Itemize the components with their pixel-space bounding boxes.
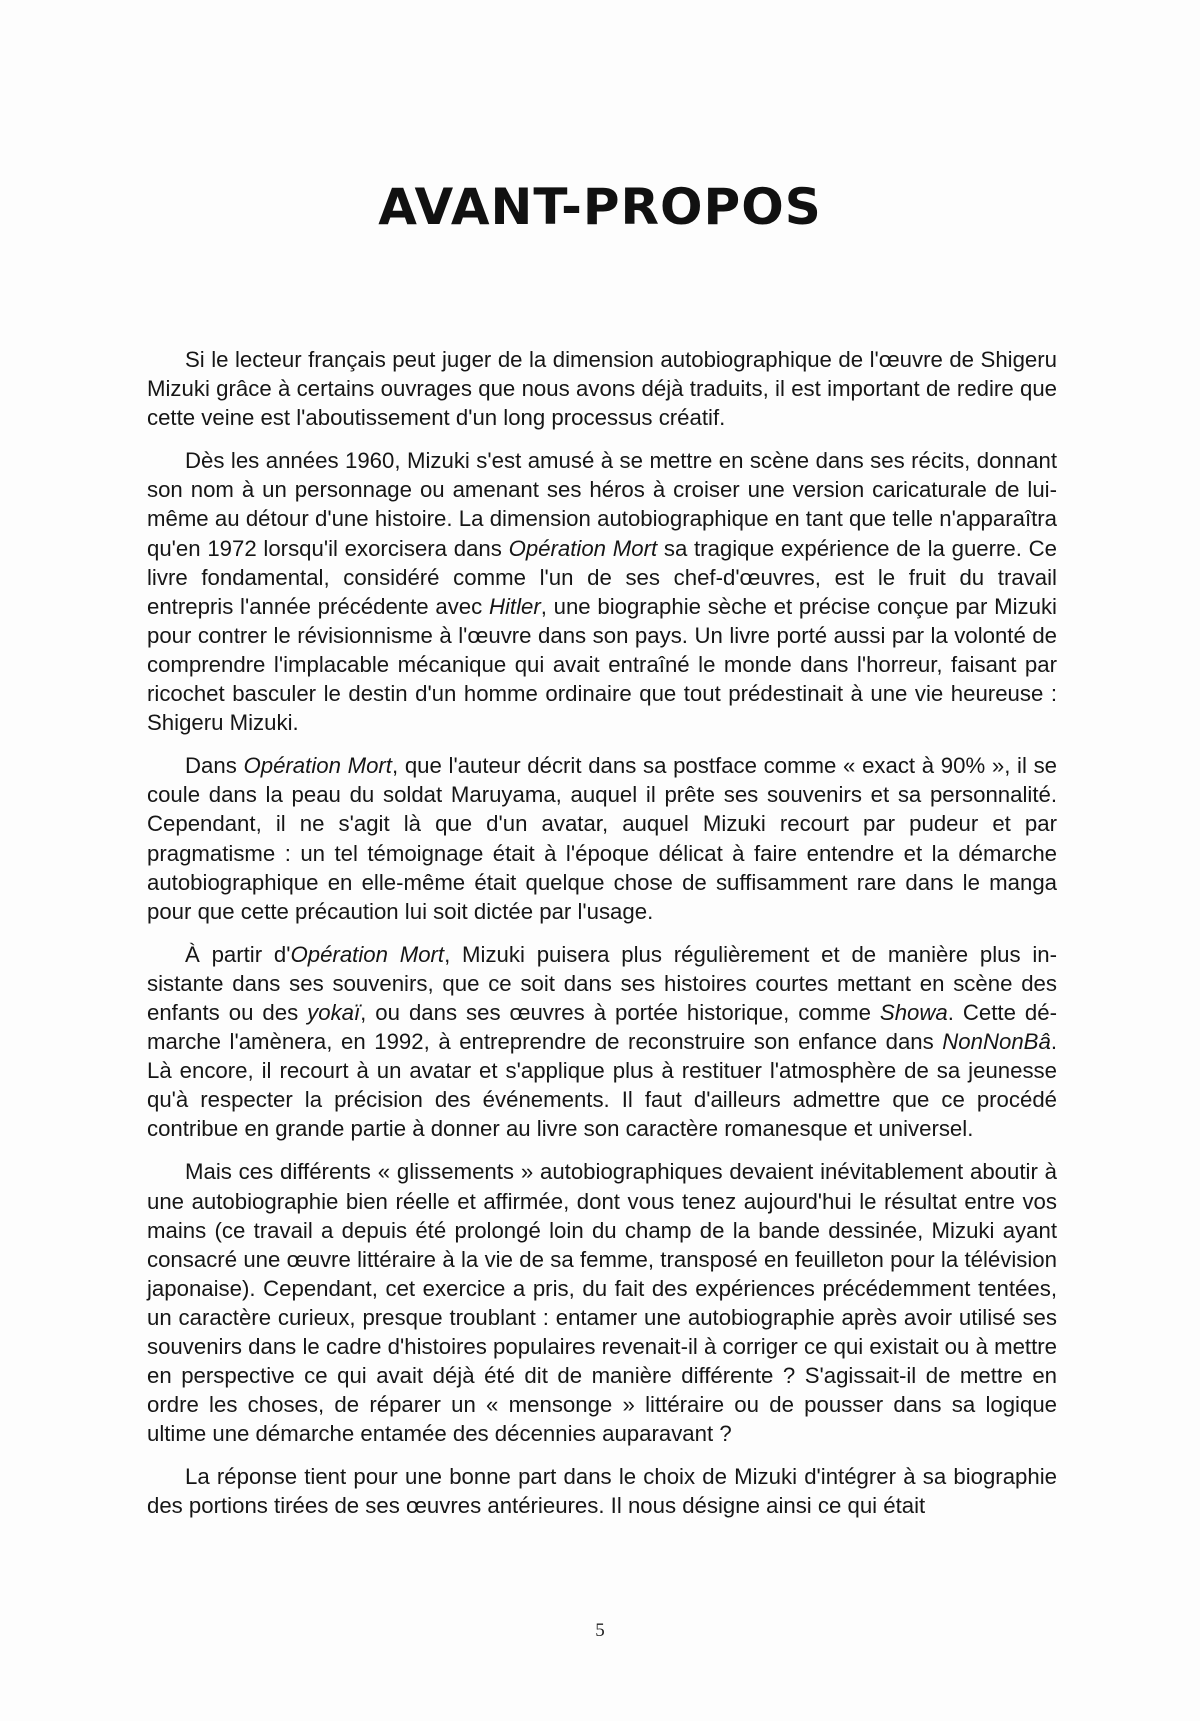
paragraph-4 bbox=[147, 940, 1057, 1144]
paragraph-5 bbox=[147, 1157, 1057, 1448]
text-segment: , une biographie sèche et précise conçue par Mizuki pour contrer le révisionnisme à l'œuvre dans son pays. Un livre porté aussi par la volonté de comprendre l'implacable mécanique qui avait entraîné le monde dans l'horreur, faisant par ricochet basculer le destin d'un homme ordinaire que tout prédestinait à une vie heureuse : Shigeru Mizuki. bbox=[147, 593, 1057, 736]
body-text bbox=[147, 345, 1057, 1535]
italic-title: yokaï bbox=[307, 999, 361, 1025]
italic-title: Showa bbox=[879, 999, 948, 1025]
page-title: AVANT-PROPOS bbox=[378, 178, 822, 236]
text-segment: , Mizuki puisera plus régulièrement et de manière plus insistante dans ses souvenirs, que ce soit dans ses histoires courtes mettant en scène des enfants ou des bbox=[147, 941, 1058, 1025]
italic-title: NonNonBâ bbox=[942, 1029, 1051, 1055]
text-segment: Dans bbox=[185, 753, 244, 779]
text-segment: À partir d' bbox=[185, 941, 291, 967]
paragraph-2 bbox=[147, 446, 1057, 737]
text-segment: sa tragique expérience de la guerre. Ce livre fondamental, considéré comme l'un de ses chef-d'œuvres, est le fruit du travail entrepris l'année précédente avec bbox=[147, 535, 1057, 619]
text-segment: Mais ces différents « glissements » autobiographiques devaient inévitablement aboutir à une autobiographie bien réelle et affirmée, dont vous tenez aujourd'hui le résultat entre vos mains (ce travail a depuis été prolongé loin du champ de la bande dessinée, Mizuki ayant consacré une œuvre littéraire à la vie de sa femme, transposé en feuilleton pour la télévision japonaise). Cependant, cet exercice a pris, du fait des expériences précédemment tentées, un caractère curieux, presque troublant : entamer une autobiographie après avoir utilisé ses souvenirs dans le cadre d'histoires populaires revenait-il à corriger ce qui existait ou à mettre en perspective ce qui avait déjà été dit de manière différente ? S'agissait-il de mettre en ordre les choses, de réparer un « mensonge » littéraire ou de pousser dans sa logique ultime une démarche entamée des décennies auparavant ? bbox=[147, 1159, 1057, 1447]
page-number: 5 bbox=[595, 1620, 605, 1641]
paragraph-6 bbox=[147, 1462, 1057, 1520]
paragraph-1 bbox=[147, 345, 1057, 432]
text-segment: . Là encore, il recourt à un avatar et s'applique plus à restituer l'atmosphère de sa jeunesse qu'à respecter la précision des événements. Il faut d'ailleurs admettre que ce procédé contribue en grande partie à donner au livre son caractère romanesque et universel. bbox=[147, 1029, 1057, 1142]
italic-title: Opération Mort bbox=[290, 941, 445, 967]
text-segment: . Cette démarche l'amènera, en 1992, à entreprendre de reconstruire son enfance dans bbox=[147, 999, 1057, 1055]
text-segment: Si le lecteur français peut juger de la dimension autobiographique de l'œuvre de Shigeru Mizuki grâce à certains ouvrages que nous avons déjà traduits, il est important de redire que cette veine est l'aboutissement d'un long processus créatif. bbox=[147, 347, 1057, 431]
italic-title: Hitler bbox=[488, 593, 541, 619]
text-segment: , que l'auteur décrit dans sa postface comme « exact à 90% », il se coule dans la peau du soldat Maruyama, auquel il prête ses souvenirs et sa personnalité. Cependant, il ne s'agit là que d'un avatar, auquel Mizuki recourt par pudeur et par pragmatisme : un tel témoignage était à l'époque délicat à faire entendre et la démarche autobiographique en elle-même était quelque chose de suffisamment rare dans le manga pour que cette précaution lui soit dictée par l'usage. bbox=[147, 753, 1058, 924]
italic-title: Opération Mort bbox=[243, 753, 392, 779]
text-segment: La réponse tient pour une bonne part dans le choix de Mizuki d'intégrer à sa biographie des portions tirées de ses œuvres antérieures. Il nous désigne ainsi ce qui était bbox=[147, 1464, 1057, 1519]
text-segment: , ou dans ses œuvres à portée historique, comme bbox=[360, 999, 880, 1025]
italic-title: Opération Mort bbox=[508, 535, 658, 561]
paragraph-3 bbox=[147, 751, 1057, 926]
text-segment: Dès les années 1960, Mizuki s'est amusé à se mettre en scène dans ses récits, donnant son nom à un personnage ou amenant ses héros à croiser une version caricaturale de lui-même au détour d'une histoire. La dimension autobiographique en tant que telle n'apparaîtra qu'en 1972 lorsqu'il exorcisera dans bbox=[147, 448, 1057, 561]
